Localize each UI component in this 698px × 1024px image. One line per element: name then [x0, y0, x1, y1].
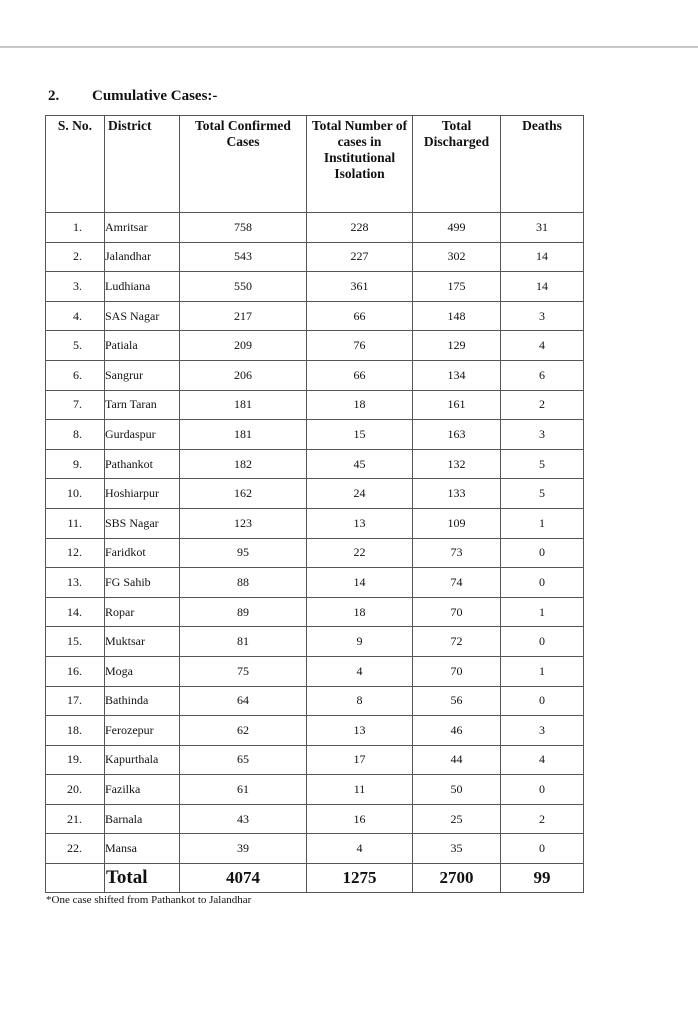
row-discharged: 50	[413, 775, 501, 805]
row-deaths: 31	[501, 213, 584, 243]
row-isolation: 18	[307, 597, 413, 627]
row-district: Fazilka	[105, 775, 180, 805]
row-confirmed: 95	[180, 538, 307, 568]
row-sno: 12.	[46, 538, 105, 568]
row-discharged: 46	[413, 716, 501, 746]
row-deaths: 2	[501, 804, 584, 834]
row-discharged: 74	[413, 568, 501, 598]
row-confirmed: 43	[180, 804, 307, 834]
row-discharged: 73	[413, 538, 501, 568]
row-confirmed: 162	[180, 479, 307, 509]
row-sno: 7.	[46, 390, 105, 420]
total-deaths: 99	[501, 864, 584, 893]
row-confirmed: 543	[180, 242, 307, 272]
row-isolation: 227	[307, 242, 413, 272]
row-sno: 11.	[46, 508, 105, 538]
row-deaths: 3	[501, 420, 584, 450]
row-district: Tarn Taran	[105, 390, 180, 420]
row-confirmed: 39	[180, 834, 307, 864]
row-deaths: 4	[501, 331, 584, 361]
row-discharged: 129	[413, 331, 501, 361]
total-isolation: 1275	[307, 864, 413, 893]
total-confirmed: 4074	[180, 864, 307, 893]
table-row	[46, 716, 584, 746]
header-district: District	[105, 116, 180, 213]
row-deaths: 3	[501, 301, 584, 331]
row-district: Bathinda	[105, 686, 180, 716]
table-row	[46, 538, 584, 568]
table-row	[46, 804, 584, 834]
row-confirmed: 81	[180, 627, 307, 657]
row-district: Amritsar	[105, 213, 180, 243]
table-row	[46, 272, 584, 302]
row-confirmed: 181	[180, 420, 307, 450]
row-sno: 8.	[46, 420, 105, 450]
top-divider	[0, 46, 698, 48]
row-deaths: 0	[501, 538, 584, 568]
row-district: Muktsar	[105, 627, 180, 657]
row-sno: 18.	[46, 716, 105, 746]
row-discharged: 134	[413, 360, 501, 390]
row-discharged: 175	[413, 272, 501, 302]
table-header-row	[46, 116, 584, 213]
row-district: Hoshiarpur	[105, 479, 180, 509]
row-isolation: 228	[307, 213, 413, 243]
row-confirmed: 182	[180, 449, 307, 479]
row-deaths: 1	[501, 656, 584, 686]
row-sno: 3.	[46, 272, 105, 302]
row-discharged: 109	[413, 508, 501, 538]
row-isolation: 18	[307, 390, 413, 420]
row-confirmed: 88	[180, 568, 307, 598]
row-confirmed: 64	[180, 686, 307, 716]
table-row	[46, 834, 584, 864]
row-district: Barnala	[105, 804, 180, 834]
row-sno: 1.	[46, 213, 105, 243]
row-discharged: 56	[413, 686, 501, 716]
row-discharged: 44	[413, 745, 501, 775]
row-isolation: 66	[307, 301, 413, 331]
row-discharged: 163	[413, 420, 501, 450]
row-deaths: 0	[501, 627, 584, 657]
row-discharged: 25	[413, 804, 501, 834]
row-confirmed: 65	[180, 745, 307, 775]
section-title: Cumulative Cases:-	[92, 88, 218, 104]
header-confirmed: Total Confirmed Cases	[180, 116, 307, 213]
row-sno: 13.	[46, 568, 105, 598]
row-sno: 5.	[46, 331, 105, 361]
row-isolation: 16	[307, 804, 413, 834]
table-row	[46, 656, 584, 686]
header-deaths: Deaths	[501, 116, 584, 213]
table-body	[46, 213, 584, 864]
row-deaths: 2	[501, 390, 584, 420]
table-row	[46, 213, 584, 243]
row-sno: 2.	[46, 242, 105, 272]
row-discharged: 70	[413, 656, 501, 686]
row-discharged: 302	[413, 242, 501, 272]
row-isolation: 76	[307, 331, 413, 361]
row-isolation: 9	[307, 627, 413, 657]
row-confirmed: 89	[180, 597, 307, 627]
row-isolation: 13	[307, 508, 413, 538]
row-deaths: 1	[501, 508, 584, 538]
row-deaths: 6	[501, 360, 584, 390]
table-row	[46, 479, 584, 509]
table-row	[46, 301, 584, 331]
row-deaths: 0	[501, 568, 584, 598]
row-discharged: 132	[413, 449, 501, 479]
row-district: Ferozepur	[105, 716, 180, 746]
row-district: FG Sahib	[105, 568, 180, 598]
row-sno: 20.	[46, 775, 105, 805]
row-deaths: 14	[501, 272, 584, 302]
row-district: Kapurthala	[105, 745, 180, 775]
table-row	[46, 508, 584, 538]
table-row	[46, 568, 584, 598]
row-district: Gurdaspur	[105, 420, 180, 450]
row-deaths: 4	[501, 745, 584, 775]
table-row	[46, 449, 584, 479]
table-row	[46, 360, 584, 390]
row-discharged: 148	[413, 301, 501, 331]
row-district: Moga	[105, 656, 180, 686]
row-sno: 16.	[46, 656, 105, 686]
footnote: *One case shifted from Pathankot to Jalandhar	[46, 894, 252, 906]
row-sno: 4.	[46, 301, 105, 331]
table-row	[46, 686, 584, 716]
row-confirmed: 123	[180, 508, 307, 538]
row-discharged: 133	[413, 479, 501, 509]
row-confirmed: 75	[180, 656, 307, 686]
row-isolation: 24	[307, 479, 413, 509]
row-deaths: 5	[501, 449, 584, 479]
row-isolation: 45	[307, 449, 413, 479]
row-district: SAS Nagar	[105, 301, 180, 331]
section-heading	[48, 88, 217, 105]
row-sno: 19.	[46, 745, 105, 775]
row-discharged: 72	[413, 627, 501, 657]
row-district: Jalandhar	[105, 242, 180, 272]
row-discharged: 161	[413, 390, 501, 420]
row-deaths: 5	[501, 479, 584, 509]
header-sno: S. No.	[46, 116, 105, 213]
row-deaths: 3	[501, 716, 584, 746]
row-district: Ludhiana	[105, 272, 180, 302]
total-discharged: 2700	[413, 864, 501, 893]
total-row	[46, 864, 584, 893]
row-isolation: 361	[307, 272, 413, 302]
table-row	[46, 775, 584, 805]
row-sno: 21.	[46, 804, 105, 834]
row-district: SBS Nagar	[105, 508, 180, 538]
row-sno: 9.	[46, 449, 105, 479]
total-sno-cell	[46, 864, 105, 893]
table-row	[46, 745, 584, 775]
row-district: Faridkot	[105, 538, 180, 568]
row-deaths: 0	[501, 834, 584, 864]
row-district: Patiala	[105, 331, 180, 361]
row-sno: 6.	[46, 360, 105, 390]
row-district: Pathankot	[105, 449, 180, 479]
row-isolation: 22	[307, 538, 413, 568]
table-row	[46, 331, 584, 361]
row-isolation: 17	[307, 745, 413, 775]
row-sno: 10.	[46, 479, 105, 509]
row-confirmed: 206	[180, 360, 307, 390]
row-isolation: 4	[307, 834, 413, 864]
table-row	[46, 390, 584, 420]
row-sno: 17.	[46, 686, 105, 716]
table-row	[46, 420, 584, 450]
row-isolation: 4	[307, 656, 413, 686]
row-isolation: 8	[307, 686, 413, 716]
row-deaths: 14	[501, 242, 584, 272]
row-deaths: 1	[501, 597, 584, 627]
row-isolation: 66	[307, 360, 413, 390]
row-discharged: 70	[413, 597, 501, 627]
row-discharged: 499	[413, 213, 501, 243]
row-isolation: 13	[307, 716, 413, 746]
row-confirmed: 550	[180, 272, 307, 302]
row-confirmed: 181	[180, 390, 307, 420]
row-confirmed: 62	[180, 716, 307, 746]
total-label: Total	[105, 864, 180, 893]
table-row	[46, 242, 584, 272]
row-district: Mansa	[105, 834, 180, 864]
row-confirmed: 209	[180, 331, 307, 361]
row-sno: 15.	[46, 627, 105, 657]
cumulative-cases-table	[45, 115, 584, 893]
row-deaths: 0	[501, 686, 584, 716]
table-row	[46, 597, 584, 627]
row-discharged: 35	[413, 834, 501, 864]
row-deaths: 0	[501, 775, 584, 805]
row-sno: 14.	[46, 597, 105, 627]
section-number: 2.	[48, 88, 60, 104]
header-isolation: Total Number of cases in Institutional Isolation	[307, 116, 413, 213]
row-confirmed: 61	[180, 775, 307, 805]
row-isolation: 15	[307, 420, 413, 450]
row-sno: 22.	[46, 834, 105, 864]
row-confirmed: 217	[180, 301, 307, 331]
row-district: Ropar	[105, 597, 180, 627]
row-isolation: 11	[307, 775, 413, 805]
table-row	[46, 627, 584, 657]
row-confirmed: 758	[180, 213, 307, 243]
header-discharged: Total Discharged	[413, 116, 501, 213]
row-isolation: 14	[307, 568, 413, 598]
row-district: Sangrur	[105, 360, 180, 390]
